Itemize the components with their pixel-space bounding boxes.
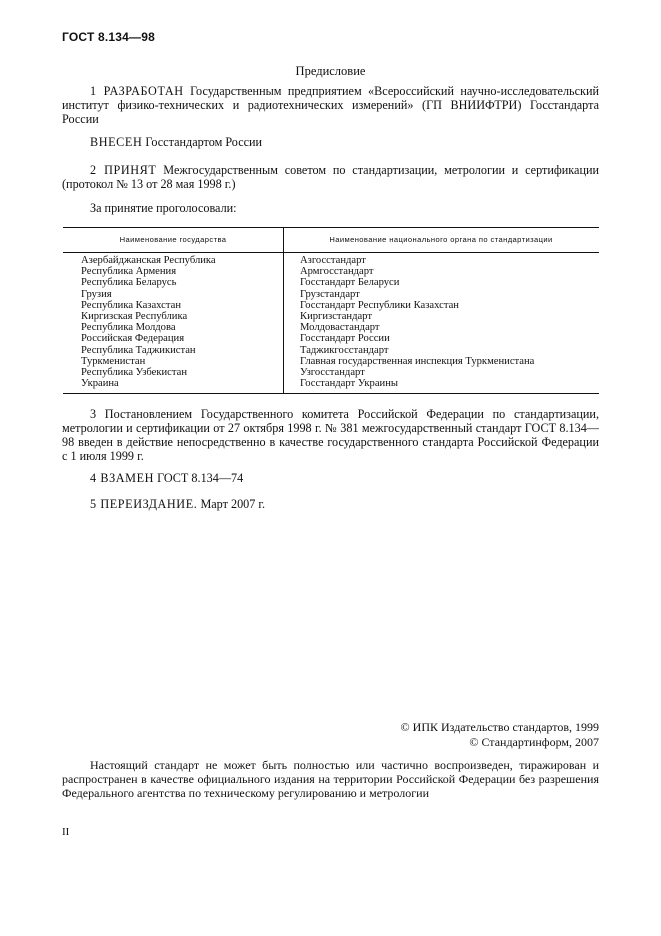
item-2-label: 2 ПРИНЯТ [90, 163, 157, 177]
table-header-state: Наименование государства [119, 235, 227, 244]
item-1-developed [62, 84, 599, 126]
item-5-label: 5 ПЕРЕИЗДАНИЕ. [90, 497, 198, 511]
table-row-state: Российская Федерация [81, 333, 185, 345]
table-row-body: Таджикгосстандарт [300, 344, 389, 356]
table-column-divider [283, 228, 284, 393]
table-row-body: Госстандарт Украины [300, 378, 398, 390]
reproduction-notice: Настоящий стандарт не может быть полностью или частично воспроизведен, тиражирован и распространен в качестве официального издания на территории Российской Федерации без разрешения Федерального агентства по техническому регулированию и метрологии [62, 758, 599, 800]
table-row-state: Республика Таджикистан [81, 344, 196, 356]
voting-table [63, 227, 599, 394]
table-row-body: Госстандарт Беларуси [300, 277, 400, 289]
item-3-resolution: 3 Постановлением Государственного комитета Российской Федерации по стандартизации, метрологии и сертификации от 27 октября 1998 г. № 381 межгосударственный стандарт ГОСТ 8.134—98 введен в действие непосредственно в качестве государственного стандарта Российской Федерации с 1 июля 1999 г. [62, 407, 599, 463]
item-2-adopted [62, 163, 599, 191]
table-row-state: Республика Узбекистан [81, 367, 188, 379]
table-header-body: Наименование национального органа по стандартизации [329, 235, 553, 244]
table-row-body: Киргизстандарт [300, 311, 372, 323]
document-code-header: ГОСТ 8.134—98 [62, 30, 155, 44]
item-4-replaces [90, 471, 243, 486]
table-row-body: Азгосстандарт [300, 255, 366, 266]
table-row-state: Азербайджанская Республика [81, 255, 216, 266]
bodies-column [300, 255, 534, 389]
copyright-line-2: © Стандартинформ, 2007 [469, 735, 599, 749]
table-row-body: Госстандарт Республики Казахстан [300, 299, 459, 311]
introduced-line [90, 135, 262, 150]
item-4-label: 4 ВЗАМЕН [90, 471, 155, 485]
table-row-state: Республика Армения [81, 266, 177, 278]
table-row-body: Узгосстандарт [300, 367, 365, 379]
table-row-body: Главная государственная инспекция Туркменистана [300, 355, 535, 367]
item-2-text: Межгосударственным советом по стандартизации, метрологии и сертификации (протокол № 13 от 28 мая 1998 г.) [62, 163, 600, 191]
item-4-text: ГОСТ 8.134—74 [154, 471, 244, 485]
page-number: II [62, 826, 70, 838]
table-row-body: Молдовастандарт [300, 322, 380, 334]
introduced-label: ВНЕСЕН [90, 135, 143, 149]
item-5-text: Март 2007 г. [197, 497, 266, 511]
table-row-state: Республика Казахстан [81, 299, 182, 311]
item-1-text: Государственным предприятием «Всероссийский научно-исследовательский институт физико-технических и радиотехнических измерений» (ГП ВНИИФТРИ) Госстандарта России [62, 84, 599, 126]
table-header-row [63, 228, 599, 253]
states-column [81, 255, 216, 389]
table-row-state: Республика Молдова [81, 322, 176, 334]
table-row-body: Госстандарт России [300, 333, 390, 345]
introduced-text: Госстандартом России [142, 135, 263, 149]
table-row-state: Украина [81, 378, 119, 390]
copyright-line-1: © ИПК Издательство стандартов, 1999 [400, 720, 599, 734]
copyright-block [401, 720, 599, 750]
table-row-state: Киргизская Республика [81, 311, 188, 323]
item-5-reissue [90, 497, 265, 512]
item-1-label: 1 РАЗРАБОТАН [90, 84, 184, 98]
table-row-state: Грузия [81, 288, 112, 300]
table-row-state: Республика Беларусь [81, 277, 177, 289]
table-row-body: Армгосстандарт [300, 266, 374, 278]
voted-intro: За принятие проголосовали: [90, 201, 237, 215]
preface-title: Предисловие [295, 64, 366, 78]
table-row-body: Грузстандарт [300, 288, 360, 300]
table-row-state: Туркменистан [81, 355, 146, 367]
